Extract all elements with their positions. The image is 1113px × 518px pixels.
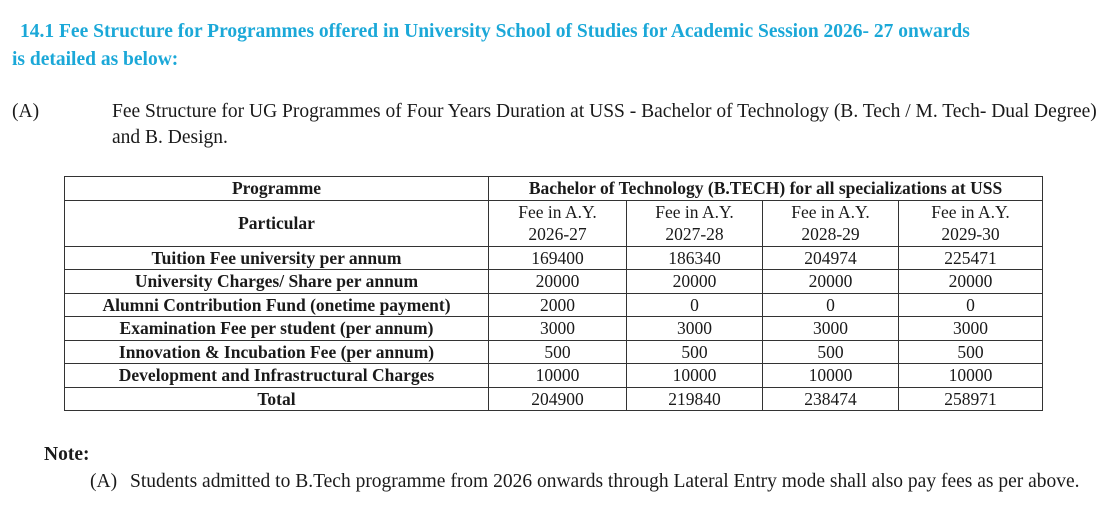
year-header-line2: 2026-27 [528, 224, 587, 244]
year-header-line1: Fee in A.Y. [655, 201, 734, 222]
row-particular: Examination Fee per student (per annum) [65, 317, 489, 341]
fee-cell: 3000 [899, 317, 1043, 341]
row-particular: Tuition Fee university per annum [65, 246, 489, 270]
fee-cell: 219840 [627, 387, 763, 411]
fee-cell: 3000 [627, 317, 763, 341]
year-header-line1: Fee in A.Y. [931, 201, 1010, 222]
fee-cell: 3000 [763, 317, 899, 341]
year-header [899, 200, 1043, 246]
row-particular: Total [65, 387, 489, 411]
fee-cell: 225471 [899, 246, 1043, 270]
fee-cell: 204900 [489, 387, 627, 411]
year-header-line2: 2028-29 [801, 224, 860, 244]
fee-cell: 10000 [627, 364, 763, 388]
fee-cell: 258971 [899, 387, 1043, 411]
fee-cell: 20000 [627, 270, 763, 294]
note-title: Note: [44, 444, 90, 465]
table-header-row [65, 177, 1043, 201]
year-header [763, 200, 899, 246]
heading-line-1: 14.1 Fee Structure for Programmes offered in University School of Studies for Academic Session 2026- 27 onwards [20, 21, 970, 42]
table-row [65, 317, 1043, 341]
table-row [65, 246, 1043, 270]
fee-cell: 0 [627, 293, 763, 317]
fee-cell: 10000 [763, 364, 899, 388]
fee-cell: 186340 [627, 246, 763, 270]
particular-label: Particular [65, 200, 489, 246]
year-header [489, 200, 627, 246]
note-text: Students admitted to B.Tech programme from 2026 onwards through Lateral Entry mode shall also pay fees as per above. [130, 471, 1080, 492]
fee-cell: 3000 [489, 317, 627, 341]
section-heading [12, 18, 1102, 74]
fee-cell: 10000 [899, 364, 1043, 388]
fee-cell: 500 [627, 340, 763, 364]
fee-cell: 500 [899, 340, 1043, 364]
fee-cell: 2000 [489, 293, 627, 317]
table-row [65, 293, 1043, 317]
fee-cell: 500 [763, 340, 899, 364]
table-year-row [65, 200, 1043, 246]
row-particular: Innovation & Incubation Fee (per annum) [65, 340, 489, 364]
subsection-label: (A) [12, 101, 40, 122]
heading-line-2: is detailed as below: [12, 49, 179, 70]
year-header-line2: 2029-30 [941, 224, 1000, 244]
year-header-line1: Fee in A.Y. [791, 201, 870, 222]
year-header-line2: 2027-28 [665, 224, 724, 244]
fee-table [64, 176, 1043, 411]
fee-cell: 0 [899, 293, 1043, 317]
table-total-row [65, 387, 1043, 411]
fee-cell: 20000 [763, 270, 899, 294]
row-particular: University Charges/ Share per annum [65, 270, 489, 294]
row-particular: Development and Infrastructural Charges [65, 364, 489, 388]
table-row [65, 270, 1043, 294]
fee-cell: 500 [489, 340, 627, 364]
note-label: (A) [90, 471, 118, 492]
fee-cell: 10000 [489, 364, 627, 388]
year-header [627, 200, 763, 246]
table-row [65, 364, 1043, 388]
programme-label: Programme [65, 177, 489, 201]
table-row [65, 340, 1043, 364]
fee-cell: 169400 [489, 246, 627, 270]
fee-cell: 204974 [763, 246, 899, 270]
row-particular: Alumni Contribution Fund (onetime payment) [65, 293, 489, 317]
fee-cell: 0 [763, 293, 899, 317]
programme-title: Bachelor of Technology (B.TECH) for all specializations at USS [489, 177, 1043, 201]
fee-cell: 20000 [489, 270, 627, 294]
fee-cell: 238474 [763, 387, 899, 411]
subsection-text: Fee Structure for UG Programmes of Four Years Duration at USS - Bachelor of Technology (B. Tech / M. Tech- Dual Degree) and B. Design. [112, 101, 1097, 148]
year-header-line1: Fee in A.Y. [518, 201, 597, 222]
fee-cell: 20000 [899, 270, 1043, 294]
